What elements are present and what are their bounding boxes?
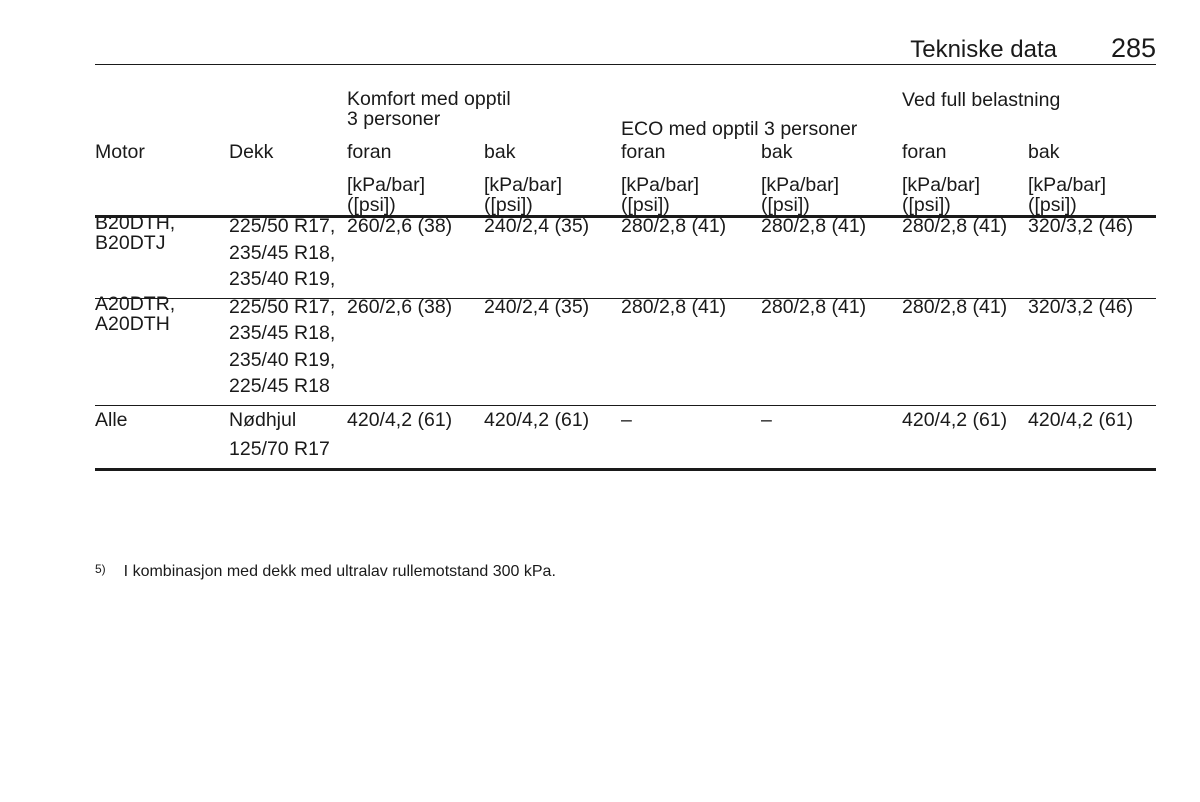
pressure-cell	[484, 405, 621, 469]
tyre-size: 235/40 R19,	[229, 268, 336, 290]
group-label: Ved full belastning	[902, 89, 1061, 111]
tyre-cell	[229, 217, 347, 299]
motor-line: Alle	[95, 408, 128, 431]
motor-cell	[95, 292, 229, 405]
group-header-eco	[621, 80, 902, 142]
tyre-cell	[229, 405, 347, 469]
pressure-value: 280/2,8 (41)	[761, 295, 867, 318]
column-header-bak: bak	[761, 141, 793, 163]
pressure-value: 420/4,2 (61)	[902, 408, 1008, 431]
footnote-marker: 5)	[95, 562, 106, 576]
pressure-cell	[902, 295, 1028, 405]
pressure-value: 240/2,4 (35)	[484, 215, 590, 237]
unit-text: [kPa/bar] ([psi])	[761, 174, 840, 216]
pressure-cell	[347, 295, 484, 405]
table-row	[95, 217, 1156, 299]
pressure-cell	[621, 295, 761, 405]
pressure-cell	[1028, 217, 1156, 299]
pressure-cell	[761, 405, 902, 469]
pressure-value: 240/2,4 (35)	[484, 295, 590, 318]
tyre-size: 225/50 R17,	[229, 295, 336, 318]
column-header-bak: bak	[1028, 141, 1060, 163]
pressure-value: 420/4,2 (61)	[347, 408, 453, 431]
pressure-value: 420/4,2 (61)	[1028, 408, 1134, 431]
pressure-value: –	[761, 408, 772, 431]
motor-line: A20DTR,	[95, 292, 176, 315]
header-blank	[229, 80, 347, 142]
pressure-value: –	[621, 408, 632, 431]
pressure-value: 280/2,8 (41)	[902, 215, 1008, 237]
column-header-bak: bak	[484, 141, 516, 163]
pressure-value: 280/2,8 (41)	[621, 215, 727, 237]
table-row	[95, 298, 1156, 405]
motor-cell	[95, 212, 229, 299]
pressure-cell	[484, 217, 621, 299]
pressure-value: 280/2,8 (41)	[902, 295, 1008, 318]
pressure-value: 320/3,2 (46)	[1028, 295, 1134, 318]
section-title: Tekniske data	[910, 36, 1057, 63]
unit-text: [kPa/bar] ([psi])	[347, 174, 426, 216]
pressure-cell	[621, 217, 761, 299]
tyre-size: 235/45 R18,	[229, 322, 336, 344]
pressure-cell	[347, 217, 484, 299]
column-header-foran: foran	[347, 141, 392, 163]
pressure-value: 260/2,6 (38)	[347, 215, 453, 237]
page-number: 285	[1110, 33, 1156, 63]
unit-text: [kPa/bar] ([psi])	[1028, 174, 1107, 216]
motor-line: B20DTJ	[95, 232, 166, 254]
pressure-value: 260/2,6 (38)	[347, 295, 453, 318]
tyre-size: 235/40 R19,	[229, 348, 336, 371]
motor-line: B20DTH,	[95, 212, 176, 234]
tyre-size: 125/70 R17	[229, 437, 330, 460]
pressure-cell	[902, 405, 1028, 469]
unit-text: [kPa/bar] ([psi])	[902, 174, 981, 216]
motor-line: A20DTH	[95, 312, 170, 335]
pressure-cell	[621, 405, 761, 469]
pressure-value: 420/4,2 (61)	[484, 408, 590, 431]
column-header-foran: foran	[902, 141, 947, 163]
pressure-cell	[761, 217, 902, 299]
footnote-text: I kombinasjon med dekk med ultralav rullemotstand 300 kPa.	[123, 563, 556, 580]
tyre-pressure-table	[95, 80, 1156, 471]
column-header-dekk: Dekk	[229, 141, 274, 163]
pressure-value: 280/2,8 (41)	[761, 215, 867, 237]
group-header-full-load	[902, 80, 1156, 142]
unit-text: [kPa/bar] ([psi])	[484, 174, 563, 216]
pressure-cell	[347, 405, 484, 469]
pressure-value: 280/2,8 (41)	[621, 295, 727, 318]
group-label: Komfort med opptil 3 personer	[347, 88, 511, 130]
header-blank	[95, 80, 229, 142]
pressure-cell	[1028, 405, 1156, 469]
group-header-komfort	[347, 80, 621, 142]
pressure-cell	[761, 295, 902, 405]
pressure-value: 320/3,2 (46)	[1028, 215, 1134, 237]
column-header-motor: Motor	[95, 141, 145, 163]
pressure-cell	[1028, 295, 1156, 405]
tyre-size: Nødhjul	[229, 408, 297, 431]
pressure-cell	[484, 295, 621, 405]
tyre-cell	[229, 295, 347, 405]
tyre-size: 235/45 R18,	[229, 241, 336, 264]
table-row	[95, 405, 1156, 469]
footnote	[95, 563, 556, 581]
tyre-size: 225/45 R18	[229, 375, 330, 397]
column-header-foran: foran	[621, 141, 666, 163]
group-label: ECO med opptil 3 personer	[621, 117, 858, 140]
page-header	[95, 30, 1156, 65]
tyre-size: 225/50 R17,	[229, 215, 336, 237]
motor-cell	[95, 405, 229, 469]
pressure-cell	[902, 217, 1028, 299]
unit-text: [kPa/bar] ([psi])	[621, 174, 700, 216]
